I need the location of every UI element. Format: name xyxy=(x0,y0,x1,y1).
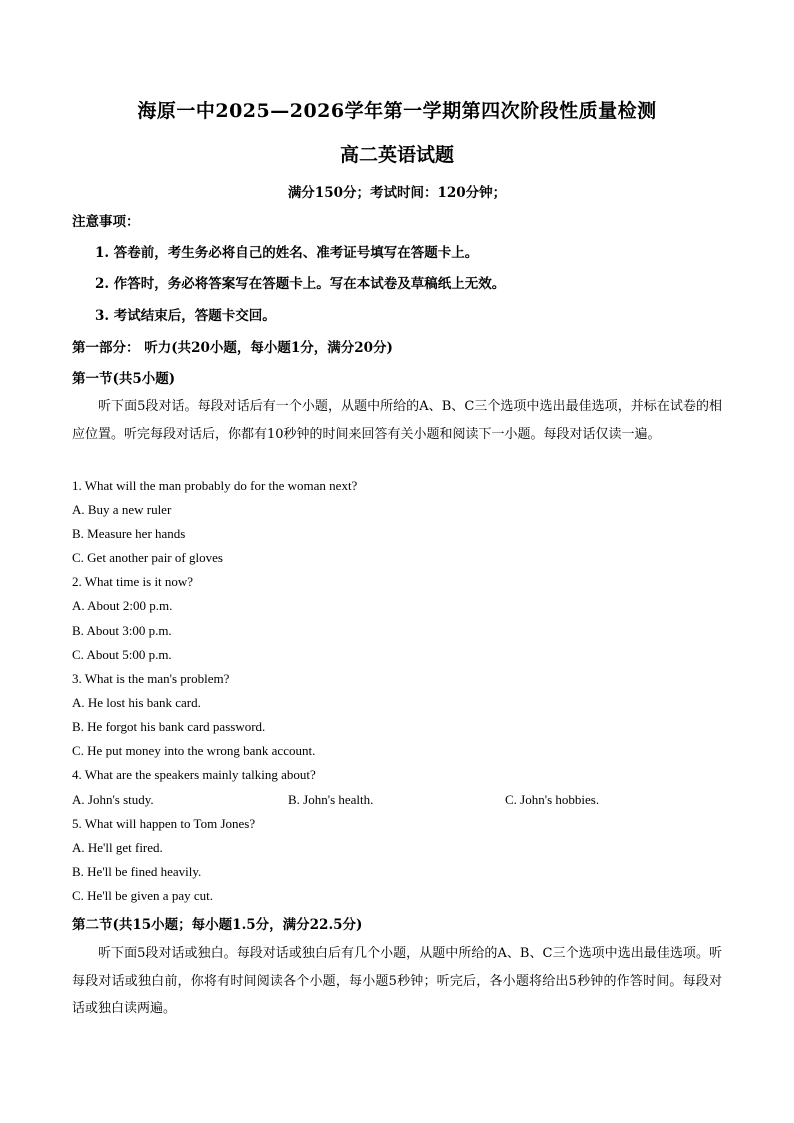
option-4a: A. John's study. xyxy=(72,792,154,807)
option-2b: B. About 3:00 p.m. xyxy=(72,623,172,638)
option-3a: A. He lost his bank card. xyxy=(72,695,201,710)
notice-item: 1. 答卷前，考生务必将自己的姓名、准考证号填写在答题卡上。 xyxy=(95,245,479,261)
option-4c: C. John's hobbies. xyxy=(505,792,600,807)
question-3: 3. What is the man's problem? xyxy=(72,671,230,686)
question-1: 1. What will the man probably do for the woman next? xyxy=(72,478,358,493)
exam-subtitle: 高二英语试题 xyxy=(339,144,454,166)
option-5b: B. He'll be fined heavily. xyxy=(72,864,202,879)
option-4b: B. John's health. xyxy=(288,792,374,807)
notice-item: 2. 作答时，务必将答案写在答题卡上。写在本试卷及草稿纸上无效。 xyxy=(95,276,506,292)
option-5a: A. He'll get fired. xyxy=(72,840,163,855)
section2-instructions: 听下面5段对话或独白。每段对话或独白后有几个小题，从题中所给的A、B、C三个选项中选出最佳选项。听每段对话或独白前，你将有时间阅读各个小题，每小题5秒钟；听完后，各小题将给出5秒钟的作答时间。每段对话或独白读两遍。 xyxy=(72,946,722,1016)
option-1c: C. Get another pair of gloves xyxy=(72,550,223,565)
section1-heading: 第一节(共5小题) xyxy=(72,371,176,387)
option-1a: A. Buy a new ruler xyxy=(72,502,172,517)
option-3c: C. He put money into the wrong bank account. xyxy=(72,743,316,758)
notice-item: 3. 考试结束后，答题卡交回。 xyxy=(95,308,276,324)
option-3b: B. He forgot his bank card password. xyxy=(72,719,266,734)
options-row-4 xyxy=(72,792,722,808)
option-2a: A. About 2:00 p.m. xyxy=(72,598,173,613)
notice-heading: 注意事项： xyxy=(72,214,140,230)
question-2: 2. What time is it now? xyxy=(72,574,194,589)
part1-heading: 第一部分： 听力(共20小题，每小题1分，满分20分) xyxy=(72,340,393,356)
question-5: 5. What will happen to Tom Jones? xyxy=(72,816,256,831)
option-5c: C. He'll be given a pay cut. xyxy=(72,888,213,903)
exam-title: 海原一中2025—2026学年第一学期第四次阶段性质量检测 xyxy=(137,100,657,122)
question-4: 4. What are the speakers mainly talking about? xyxy=(72,767,316,782)
option-1b: B. Measure her hands xyxy=(72,526,186,541)
option-2c: C. About 5:00 p.m. xyxy=(72,647,172,662)
section1-instructions: 听下面5段对话。每段对话后有一个小题，从题中所给的A、B、C三个选项中选出最佳选项，并标在试卷的相应位置。听完每段对话后，你都有10秒钟的时间来回答有关小题和阅读下一小题。每段对话仅读一遍。 xyxy=(72,399,722,442)
score-info: 满分150分；考试时间：120分钟； xyxy=(287,185,507,201)
section2-heading: 第二节(共15小题；每小题1.5分，满分22.5分) xyxy=(72,917,363,933)
